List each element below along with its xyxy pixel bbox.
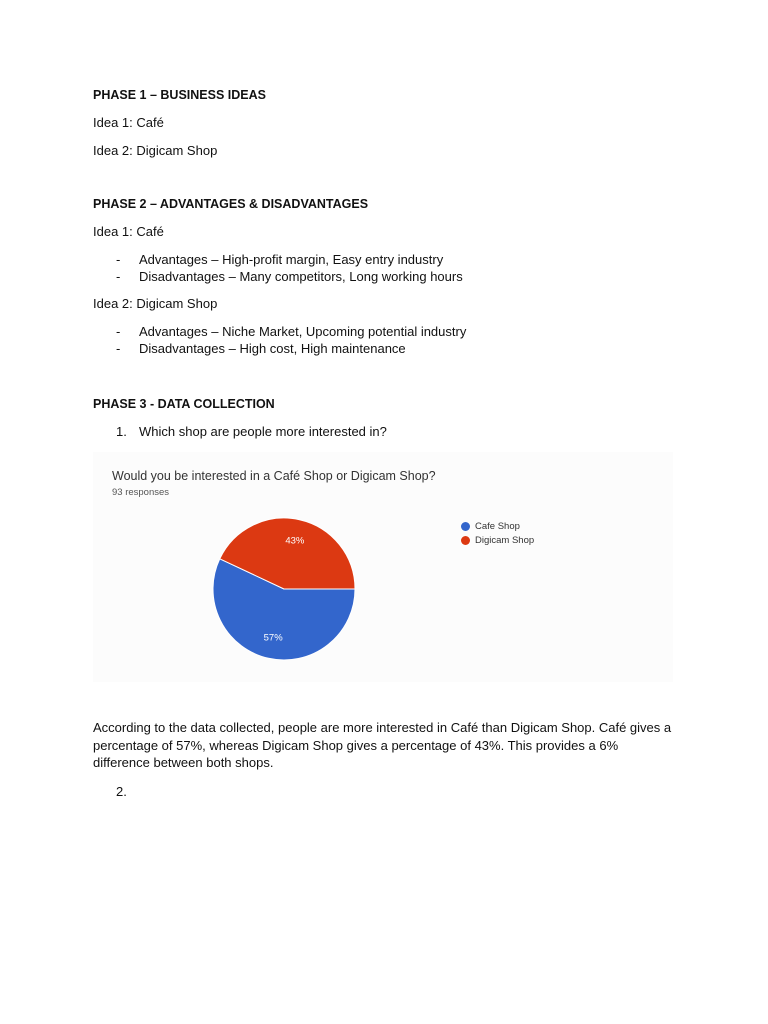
legend-label-cafe-shop: Cafe Shop [475,520,520,532]
phase1-heading: PHASE 1 – BUSINESS IDEAS [93,88,266,102]
bullet-dash: - [116,324,121,339]
question-1-text: Which shop are people more interested in? [139,424,387,439]
chart-title: Would you be interested in a Café Shop or Digicam Shop? [112,469,436,483]
phase1-idea1: Idea 1: Café [93,115,164,130]
legend-item-cafe-shop [461,519,534,533]
phase2-idea2-disadvantages: Disadvantages – High cost, High maintenance [139,341,406,356]
chart-subtitle: 93 responses [112,487,170,498]
bullet-dash: - [116,341,121,356]
phase2-idea1-label: Idea 1: Café [93,224,164,239]
legend-item-digicam-shop [461,533,534,547]
legend-swatch-digicam-shop [461,536,470,545]
chart-legend [461,519,534,547]
pie-label-digicam-shop: 43% [285,535,305,547]
phase1-idea2: Idea 2: Digicam Shop [93,143,218,158]
bullet-dash: - [116,269,121,284]
pie-chart [93,452,673,682]
legend-label-digicam-shop: Digicam Shop [475,534,535,546]
question-2-number: 2. [116,784,127,799]
pie-label-cafe-shop: 57% [263,632,283,644]
phase2-heading: PHASE 2 – ADVANTAGES & DISADVANTAGES [93,197,369,211]
legend-swatch-cafe-shop [461,522,470,531]
phase2-idea2-label: Idea 2: Digicam Shop [93,296,218,311]
phase2-idea1-advantages: Advantages – High-profit margin, Easy entry industry [139,252,444,267]
phase2-idea1-disadvantages: Disadvantages – Many competitors, Long working hours [139,269,463,284]
phase3-heading: PHASE 3 - DATA COLLECTION [93,397,275,411]
bullet-dash: - [116,252,121,267]
pie-chart-card [93,452,673,682]
phase2-idea2-advantages: Advantages – Niche Market, Upcoming potential industry [139,324,467,339]
question-1-number: 1. [116,424,127,439]
analysis-paragraph: According to the data collected, people are more interested in Café than Digicam Shop. Café gives a percentage of 57%, whereas Digicam Shop gives a percentage of 43%. This provides a 6% difference between both shops. [93,720,672,770]
